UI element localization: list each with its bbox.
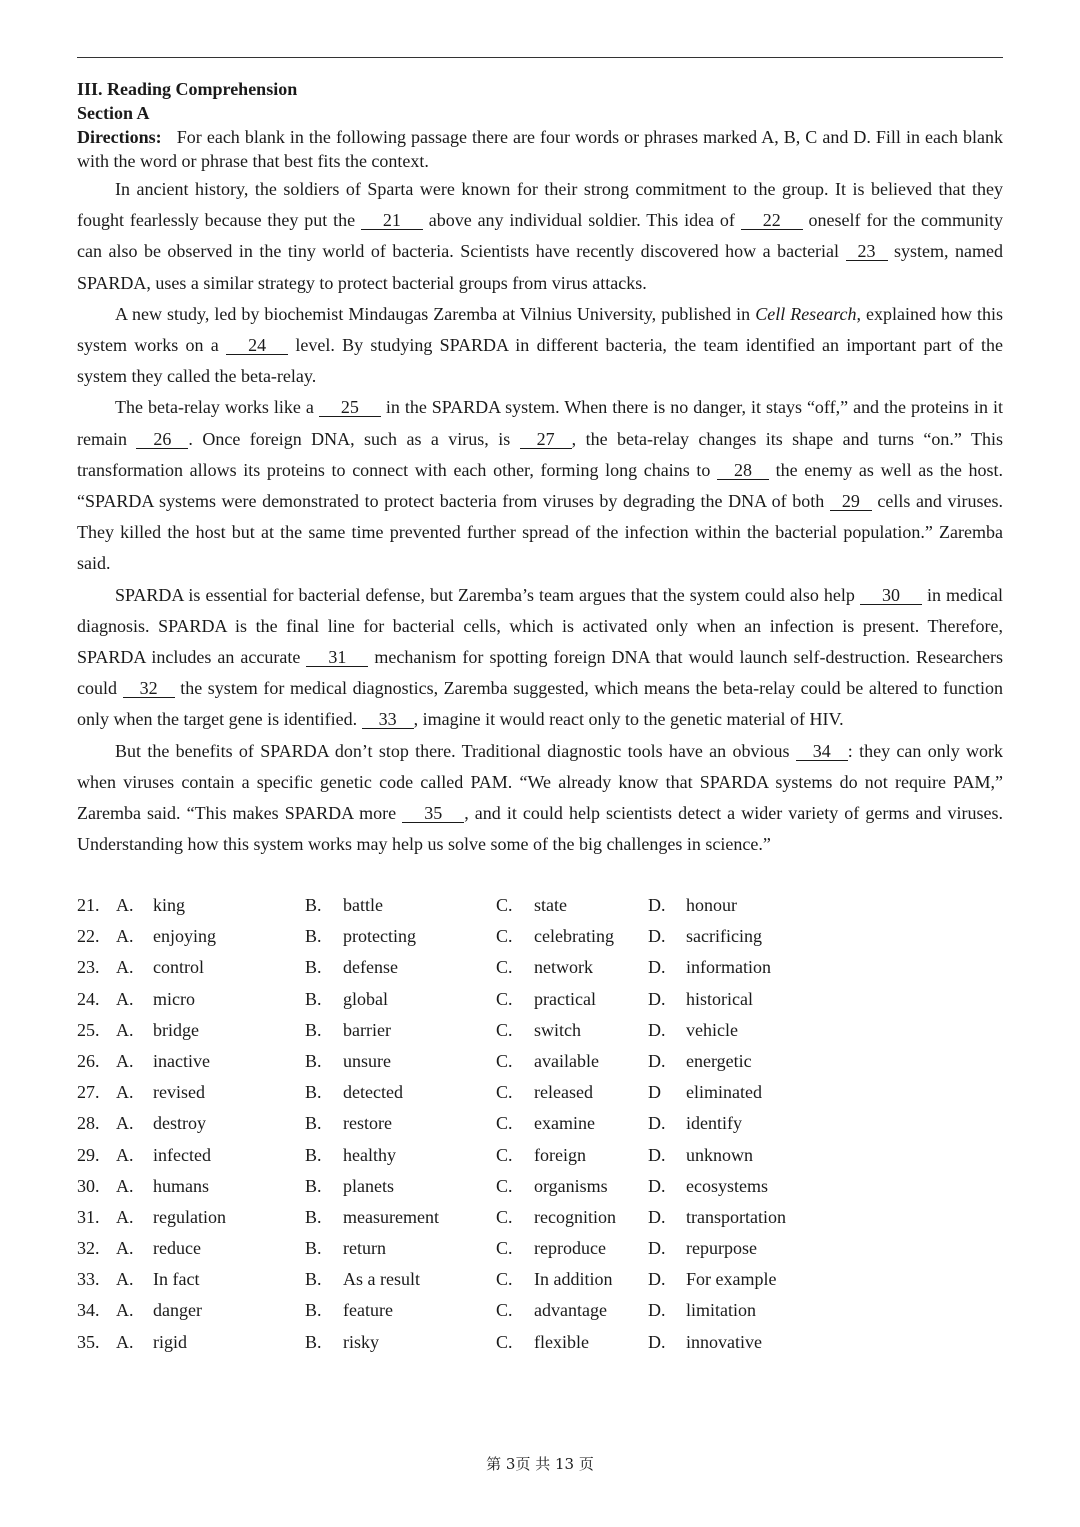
question-number: 23. [77,957,100,978]
option-a: regulation [153,1206,226,1227]
option-letter: C. [496,1300,513,1321]
option-b: feature [343,1300,393,1321]
option-b: detected [343,1082,403,1103]
option-d: historical [686,988,753,1009]
option-letter: D. [648,1300,666,1321]
option-d: information [686,957,771,978]
option-letter: D. [648,957,666,978]
option-c: switch [534,1019,581,1040]
option-letter: D. [648,1113,666,1134]
option-letter: B. [305,1050,322,1071]
option-letter: D. [648,1175,666,1196]
option-d: sacrificing [686,926,762,947]
passage [77,174,1003,860]
question-31-options [77,1202,1003,1233]
answer-options [77,890,1003,1354]
option-b: defense [343,957,398,978]
blank-27: 27 [520,430,572,449]
option-a: rigid [153,1331,187,1352]
blank-31: 31 [306,648,368,667]
option-d: identify [686,1113,742,1134]
option-b: global [343,988,388,1009]
option-letter: D. [648,926,666,947]
option-a: reduce [153,1238,201,1259]
option-c: advantage [534,1300,607,1321]
blank-21: 21 [361,211,423,230]
option-c: available [534,1050,599,1071]
option-letter: A. [116,1050,134,1071]
section-heading: Section A [77,103,150,123]
question-number: 29. [77,1144,100,1165]
option-d: innovative [686,1331,762,1352]
option-letter: D. [648,1206,666,1227]
blank-23: 23 [846,242,888,261]
option-letter: A. [116,1144,134,1165]
directions [77,125,1003,173]
option-a: enjoying [153,926,216,947]
option-b: unsure [343,1050,391,1071]
question-30-options [77,1171,1003,1202]
option-letter: B. [305,988,322,1009]
option-letter: C. [496,1144,513,1165]
question-34-options [77,1295,1003,1326]
option-letter: C. [496,1019,513,1040]
question-number: 21. [77,895,100,915]
option-letter: A. [116,1019,134,1040]
question-number: 22. [77,926,100,947]
paragraph-4: SPARDA is essential for bacterial defense, but Zaremba’s team argues that the system could also help 30 in medical diagnosis. SPARDA is the final line for bacterial cells, which is activated only when an infection is present. Therefore, SPARDA includes an accurate 31 mechanism for spotting foreign DNA that would launch self-destruction. Researchers could 32 the system for medical diagnostics, Zaremba suggested, which means the beta-relay could be altered to function only when the target gene is identified. 33 , imagine it would react only to the genetic material of HIV. [77,584,1004,730]
option-b: barrier [343,1019,391,1040]
option-a: danger [153,1300,202,1321]
option-letter: C. [496,1331,513,1352]
option-a: bridge [153,1019,199,1040]
option-letter: B. [305,1331,322,1352]
question-23-options [77,952,1003,983]
option-c: celebrating [534,926,614,947]
blank-25: 25 [319,398,381,417]
option-a: micro [153,988,195,1009]
option-letter: C. [496,988,513,1009]
option-letter: C. [496,895,513,915]
option-letter: C. [496,1269,513,1290]
question-27-options [77,1077,1003,1108]
option-b: As a result [343,1269,420,1290]
journal-name: Cell Research [755,303,857,324]
option-letter: D. [648,1269,666,1290]
option-d: honour [686,895,737,915]
option-a: inactive [153,1050,210,1071]
option-a: control [153,957,204,978]
option-letter: B. [305,895,322,915]
directions-label: Directions: [77,127,162,147]
option-letter: B. [305,1113,322,1134]
option-a: king [153,895,186,915]
option-letter: A. [116,895,134,915]
option-letter: B. [305,1144,322,1165]
option-letter: A. [116,926,134,947]
option-letter: D. [648,1144,666,1165]
option-letter: D. [648,1238,666,1259]
question-26-options [77,1046,1003,1077]
option-c: released [534,1082,593,1103]
option-letter: D. [648,895,666,915]
option-c: reproduce [534,1238,606,1259]
option-letter: D. [648,988,666,1009]
option-letter: D. [648,1019,666,1040]
question-number: 26. [77,1050,100,1071]
option-letter: A. [116,1300,134,1321]
question-number: 28. [77,1113,100,1134]
option-c: flexible [534,1331,589,1352]
option-letter: A. [116,988,134,1009]
blank-29: 29 [830,492,872,511]
option-letter: A. [116,1206,134,1227]
option-b: return [343,1238,386,1259]
option-c: examine [534,1113,595,1134]
option-letter: B. [305,1019,322,1040]
option-letter: B. [305,1082,322,1103]
directions-text: For each blank in the following passage there are four words or phrases marked A, B, C and D. Fill in each blank with the word or phrase that best fits the context. [77,127,1004,171]
option-letter: A. [116,1113,134,1134]
question-number: 33. [77,1269,100,1290]
option-c: In addition [534,1269,613,1290]
question-number: 31. [77,1206,100,1227]
question-33-options [77,1264,1003,1295]
question-number: 32. [77,1238,100,1259]
option-letter: B. [305,1300,322,1321]
question-28-options [77,1108,1003,1139]
option-a: In fact [153,1269,200,1290]
option-b: healthy [343,1144,396,1165]
option-d: energetic [686,1050,752,1071]
question-35-options [77,1327,1003,1354]
option-c: network [534,957,593,978]
option-letter: A. [116,1082,134,1103]
option-c: foreign [534,1144,586,1165]
option-letter: C. [496,957,513,978]
option-b: restore [343,1113,392,1134]
paragraph-5: But the benefits of SPARDA don’t stop there. Traditional diagnostic tools have an obvious 34 : they can only work when viruses contain a specific genetic code called PAM. “We already know that SPARDA systems do not require PAM,” Zaremba said. “This makes SPARDA more 35 , and it could help scientists detect a wider variety of germs and viruses. Understanding how this system works may help us solve some of the big challenges in science.” [77,740,1003,855]
option-d: For example [686,1269,777,1290]
question-25-options [77,1015,1003,1046]
blank-34: 34 [796,742,848,761]
option-letter: B. [305,926,322,947]
option-d: limitation [686,1300,756,1321]
option-a: destroy [153,1113,206,1134]
question-number: 27. [77,1082,100,1103]
blank-24: 24 [226,336,288,355]
question-number: 24. [77,988,100,1009]
top-rule [77,57,1003,58]
blank-35: 35 [402,804,464,823]
option-b: planets [343,1175,394,1196]
option-letter: C. [496,1206,513,1227]
option-b: protecting [343,926,416,947]
blank-22: 22 [741,211,803,230]
paragraph-3: The beta-relay works like a 25 in the SPARDA system. When there is no danger, it stays “off,” and the proteins in it remain 26 . Once foreign DNA, such as a virus, is 27 , the beta-relay changes its shape and turns “on.” This transformation allows its proteins to connect with each other, forming long chains to 28 the enemy as well as the host. “SPARDA systems were demonstrated to protect bacteria from viruses by degrading the DNA of both 29 cells and viruses. They killed the host but at the same time prevented further spread of the infection within the bacterial population.” Zaremba said. [77,397,1004,574]
part-heading: III. Reading Comprehension [77,79,298,99]
option-letter: B. [305,1175,322,1196]
option-d: vehicle [686,1019,738,1040]
option-letter: D. [648,1331,666,1352]
question-number: 30. [77,1175,100,1196]
question-32-options [77,1233,1003,1264]
option-b: battle [343,895,383,915]
option-letter: B. [305,1238,322,1259]
option-letter: B. [305,1206,322,1227]
blank-28: 28 [717,461,769,480]
option-a: infected [153,1144,211,1165]
option-b: measurement [343,1206,439,1227]
option-d: unknown [686,1144,753,1165]
option-letter: C. [496,1113,513,1134]
option-c: practical [534,988,596,1009]
option-letter: C. [496,926,513,947]
option-b: risky [343,1331,379,1352]
question-number: 34. [77,1300,100,1321]
option-letter: D [648,1082,661,1103]
blank-30: 30 [860,586,922,605]
option-letter: A. [116,1238,134,1259]
blank-26: 26 [136,430,188,449]
question-number: 25. [77,1019,100,1040]
option-d: ecosystems [686,1175,768,1196]
option-d: repurpose [686,1238,757,1259]
option-letter: A. [116,957,134,978]
option-c: recognition [534,1206,616,1227]
question-number: 35. [77,1331,100,1352]
option-letter: C. [496,1082,513,1103]
option-letter: A. [116,1269,134,1290]
option-letter: B. [305,957,322,978]
option-d: transportation [686,1206,786,1227]
option-c: organisms [534,1175,608,1196]
option-letter: C. [496,1050,513,1071]
blank-32: 32 [123,679,175,698]
option-d: eliminated [686,1082,762,1103]
option-letter: B. [305,1269,322,1290]
option-a: humans [153,1175,209,1196]
paragraph-1: In ancient history, the soldiers of Sparta were known for their strong commitment to the group. It is believed that they fought fearlessly because they put the 21 above any individual soldier. This idea of 22 oneself for the community can also be observed in the tiny world of bacteria. Scientists have recently discovered how a bacterial 23 system, named SPARDA, uses a similar strategy to protect bacterial groups from virus attacks. [77,179,1004,293]
option-letter: C. [496,1175,513,1196]
question-21-options [77,890,1003,921]
page-footer: 第 3页 共 13 页 [486,1455,594,1473]
paragraph-2: A new study, led by biochemist Mindaugas Zaremba at Vilnius University, published in Cell Research, explained how this system works on a 24 level. By studying SPARDA in different bacteria, the team identified an important part of the system they called the beta-relay. [77,303,1003,387]
blank-33: 33 [362,710,414,729]
option-c: state [534,895,567,915]
option-letter: C. [496,1238,513,1259]
question-29-options [77,1140,1003,1171]
question-22-options [77,921,1003,952]
option-letter: A. [116,1175,134,1196]
option-letter: A. [116,1331,134,1352]
option-a: revised [153,1082,205,1103]
option-letter: D. [648,1050,666,1071]
question-24-options [77,984,1003,1015]
